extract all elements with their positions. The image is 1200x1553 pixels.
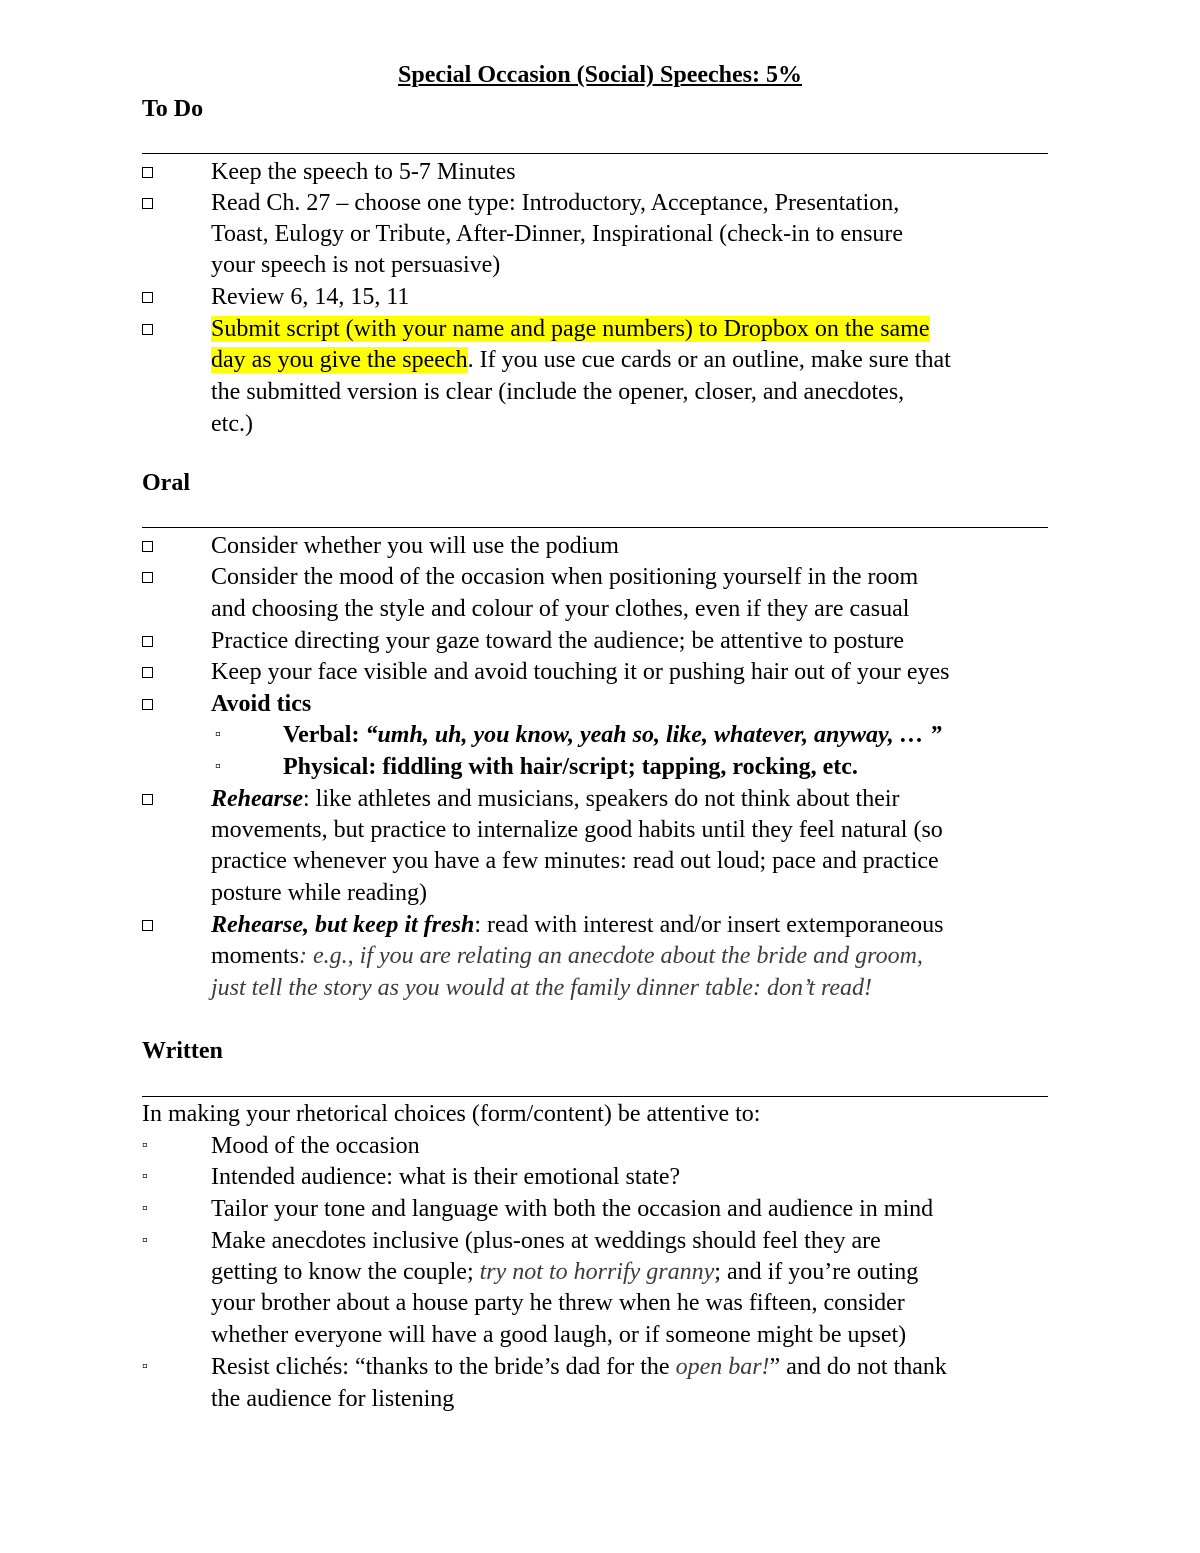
list-item: Tailor your tone and language with both the occasion and audience in mind	[211, 1196, 934, 1222]
list-item: Consider whether you will use the podium	[211, 533, 619, 559]
square-bullet-icon: ▫	[215, 726, 221, 743]
list-item-line: your brother about a house party he threw when he was fifteen, consider	[211, 1290, 905, 1316]
section-divider	[142, 153, 1048, 154]
checkbox-bullet-icon	[142, 657, 153, 687]
checkbox-bullet-icon	[142, 531, 153, 561]
checkbox-bullet-icon	[142, 562, 153, 592]
highlighted-text: day as you give the speech	[211, 347, 468, 373]
list-item-line: Make anecdotes inclusive (plus-ones at weddings should feel they are	[211, 1228, 881, 1254]
sub-list-item: Physical: fiddling with hair/script; tapping, rocking, etc.	[283, 754, 858, 780]
sub-list-item: Verbal: “umh, uh, you know, yeah so, like, whatever, anyway, … ”	[283, 722, 942, 748]
list-item: Mood of the occasion	[211, 1133, 420, 1159]
list-item-line: moments: e.g., if you are relating an anecdote about the bride and groom,	[211, 943, 923, 969]
list-item-line: day as you give the speech. If you use cue cards or an outline, make sure that	[211, 347, 951, 373]
list-item-line: Rehearse, but keep it fresh: read with interest and/or insert extemporaneous	[211, 912, 944, 938]
list-item-line: practice whenever you have a few minutes: read out loud; pace and practice	[211, 848, 939, 874]
list-item: Keep your face visible and avoid touching it or pushing hair out of your eyes	[211, 659, 950, 685]
list-item-line: etc.)	[211, 411, 253, 437]
checkbox-bullet-icon	[142, 689, 153, 719]
list-item: Keep the speech to 5-7 Minutes	[211, 159, 516, 185]
section-heading-todo: To Do	[142, 96, 204, 122]
checkbox-bullet-icon	[142, 282, 153, 312]
list-item-line: movements, but practice to internalize good habits until they feel natural (so	[211, 817, 943, 843]
square-bullet-icon: ▫	[142, 1137, 148, 1154]
square-bullet-icon: ▫	[215, 758, 221, 775]
list-item-line: just tell the story as you would at the family dinner table: don’t read!	[211, 975, 873, 1001]
document-title: Special Occasion (Social) Speeches: 5%	[398, 62, 802, 88]
section-divider	[142, 527, 1048, 528]
section-heading-written: Written	[142, 1038, 223, 1064]
section-heading-oral: Oral	[142, 470, 190, 496]
list-item: Review 6, 14, 15, 11	[211, 284, 410, 310]
list-item-line: getting to know the couple; try not to horrify granny; and if you’re outing	[211, 1259, 919, 1285]
highlighted-text: Submit script (with your name and page numbers) to Dropbox on the same	[211, 316, 930, 342]
list-item-line: Resist clichés: “thanks to the bride’s dad for the open bar!” and do not thank	[211, 1354, 947, 1380]
checkbox-bullet-icon	[142, 314, 153, 344]
square-bullet-icon: ▫	[142, 1358, 148, 1375]
list-item: Avoid tics	[211, 691, 312, 717]
list-item-line: Rehearse: like athletes and musicians, speakers do not think about their	[211, 786, 900, 812]
square-bullet-icon: ▫	[142, 1232, 148, 1249]
checkbox-bullet-icon	[142, 626, 153, 656]
square-bullet-icon: ▫	[142, 1168, 148, 1185]
square-bullet-icon: ▫	[142, 1200, 148, 1217]
list-item-line: Consider the mood of the occasion when positioning yourself in the room	[211, 564, 919, 590]
list-item-line: posture while reading)	[211, 880, 427, 906]
checkbox-bullet-icon	[142, 910, 153, 940]
list-item-line: Read Ch. 27 – choose one type: Introductory, Acceptance, Presentation,	[211, 190, 900, 216]
list-item-line: the submitted version is clear (include the opener, closer, and anecdotes,	[211, 379, 905, 405]
list-item-line: and choosing the style and colour of your clothes, even if they are casual	[211, 596, 910, 622]
list-item-line: the audience for listening	[211, 1386, 455, 1412]
checkbox-bullet-icon	[142, 157, 153, 187]
list-item-line: your speech is not persuasive)	[211, 252, 501, 278]
checkbox-bullet-icon	[142, 188, 153, 218]
list-item-line: Toast, Eulogy or Tribute, After-Dinner, Inspirational (check-in to ensure	[211, 221, 904, 247]
list-item: Intended audience: what is their emotional state?	[211, 1164, 681, 1190]
section-intro: In making your rhetorical choices (form/content) be attentive to:	[142, 1101, 761, 1127]
list-item-line: whether everyone will have a good laugh, or if someone might be upset)	[211, 1322, 907, 1348]
checkbox-bullet-icon	[142, 784, 153, 814]
section-divider	[142, 1096, 1048, 1097]
list-item: Practice directing your gaze toward the audience; be attentive to posture	[211, 628, 905, 654]
list-item-line	[211, 314, 930, 344]
